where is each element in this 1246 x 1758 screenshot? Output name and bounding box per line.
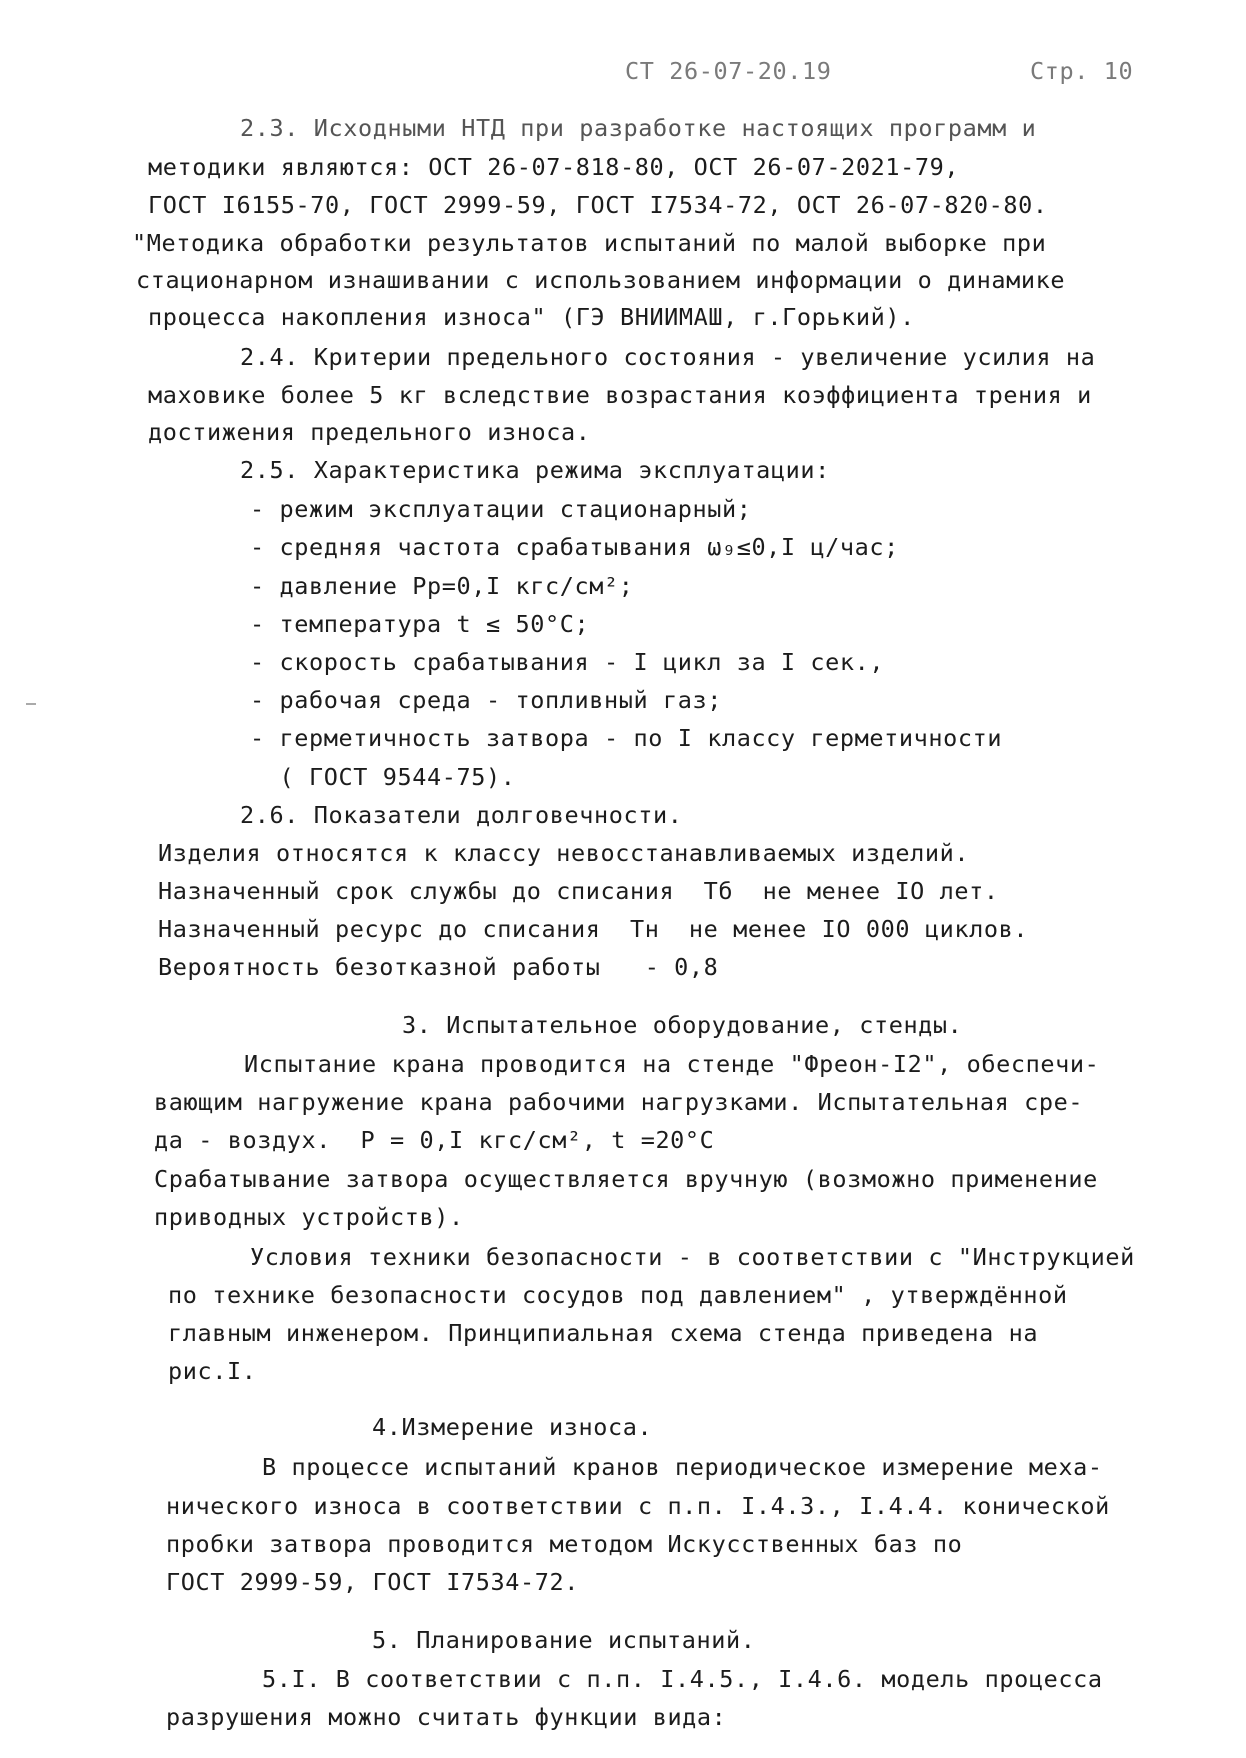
paragraph-line: нического износа в соответствии с п.п. I.4.3., I.4.4. конической [166, 1492, 1110, 1520]
page-number: Стр. 10 [1030, 57, 1134, 85]
list-item: - рабочая среда - топливный газ; [250, 686, 722, 714]
paragraph-line: стационарном изнашивании с использованием информации о динамике [136, 266, 1066, 294]
section-title: 5. Планирование испытаний. [372, 1626, 756, 1654]
paragraph-line: ГОСТ I6155-70, ГОСТ 2999-59, ГОСТ I7534-72, ОСТ 26-07-820-80. [148, 191, 1048, 219]
paragraph-line: достижения предельного износа. [148, 418, 591, 446]
paragraph-line: рис.I. [168, 1357, 257, 1385]
list-item: - режим эксплуатации стационарный; [250, 495, 752, 523]
paragraph-line: Вероятность безотказной работы - 0,8 [158, 953, 719, 981]
paragraph-line: разрушения можно считать функции вида: [166, 1703, 727, 1731]
paragraph-line: "Методика обработки результатов испытаний по малой выборке при [132, 229, 1047, 257]
paragraph-line: маховике более 5 кг вследствие возрастания коэффициента трения и [148, 381, 1092, 409]
paragraph-line: приводных устройств). [154, 1203, 464, 1231]
paragraph-line: В процессе испытаний кранов периодическое измерение меха- [262, 1453, 1103, 1481]
section-title: 2.6. Показатели долговечности. [240, 801, 683, 829]
paragraph-line: Назначенный срок службы до списания Тб не менее IO лет. [158, 877, 999, 905]
paragraph-line: Испытание крана проводится на стенде "Фреон-I2", обеспечи- [244, 1050, 1100, 1078]
section-title: 4.Измерение износа. [372, 1413, 653, 1441]
list-item: - температура t ≤ 50°С; [250, 610, 590, 638]
section-title: 2.5. Характеристика режима эксплуатации: [240, 456, 830, 484]
paragraph-line: по технике безопасности сосудов под давлением" , утверждённой [168, 1281, 1068, 1309]
paragraph-line: 2.3. Исходными НТД при разработке настоящих программ и [240, 114, 1037, 142]
margin-mark [26, 703, 36, 705]
list-item: - скорость срабатывания - I цикл за I сек., [250, 648, 885, 676]
paragraph-line: вающим нагружение крана рабочими нагрузками. Испытательная сре- [154, 1088, 1084, 1116]
paragraph-line: да - воздух. Р = 0,I кгс/см², t =20°С [154, 1126, 715, 1154]
paragraph-line: 5.I. В соответствии с п.п. I.4.5., I.4.6. модель процесса [262, 1665, 1103, 1693]
paragraph-line: процесса накопления износа" (ГЭ ВНИИМАШ, г.Горький). [148, 303, 915, 331]
paragraph-line: 2.4. Критерии предельного состояния - увеличение усилия на [240, 343, 1096, 371]
paragraph-line: методики являются: ОСТ 26-07-818-80, ОСТ 26-07-2021-79, [148, 153, 960, 181]
section-title: 3. Испытательное оборудование, стенды. [402, 1011, 963, 1039]
paragraph-line: пробки затвора проводится методом Искусственных баз по [166, 1530, 963, 1558]
paragraph-line: Назначенный ресурс до списания Тн не менее IO 000 циклов. [158, 915, 1029, 943]
list-item: ( ГОСТ 9544-75). [250, 763, 516, 791]
paragraph-line: Условия техники безопасности - в соответствии с "Инструкцией [250, 1243, 1135, 1271]
paragraph-line: Изделия относятся к классу невосстанавливаемых изделий. [158, 839, 970, 867]
paragraph-line: Срабатывание затвора осуществляется вручную (возможно применение [154, 1165, 1098, 1193]
list-item: - герметичность затвора - по I классу герметичности [250, 724, 1003, 752]
document-code: СТ 26-07-20.19 [625, 57, 832, 85]
list-item: - давление Pp=0,I кгс/см²; [250, 572, 634, 600]
paragraph-line: ГОСТ 2999-59, ГОСТ I7534-72. [166, 1568, 579, 1596]
list-item: - средняя частота срабатывания ω₉≤0,I ц/час; [250, 533, 899, 561]
paragraph-line: главным инженером. Принципиальная схема стенда приведена на [168, 1319, 1039, 1347]
